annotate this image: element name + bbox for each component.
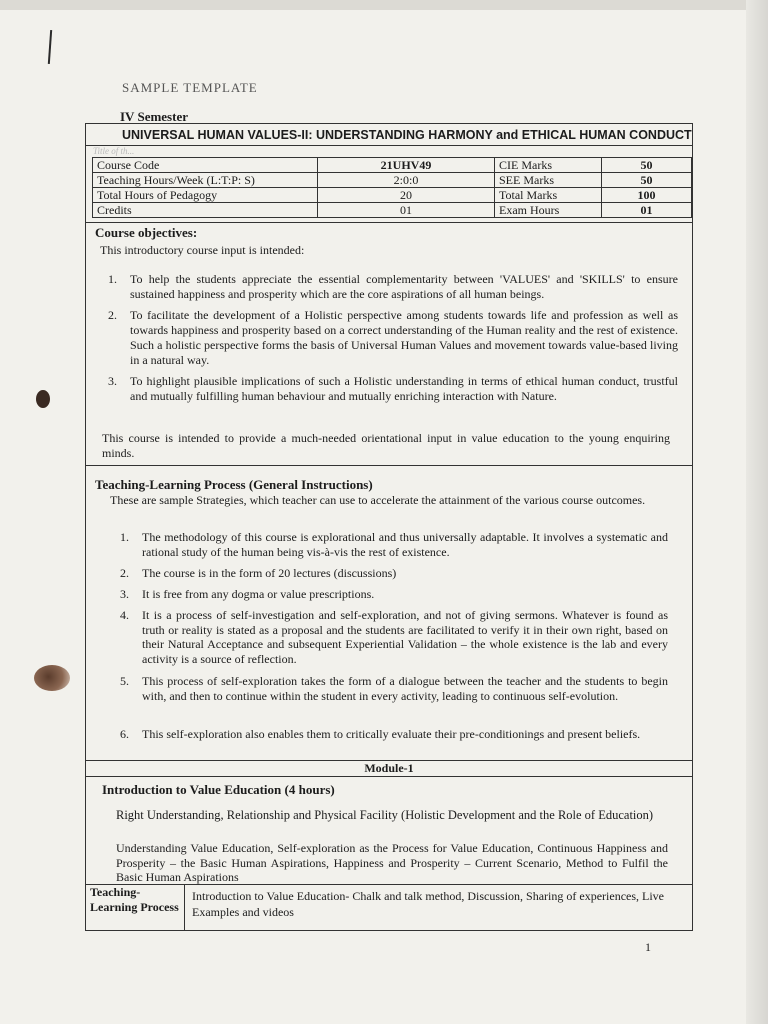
punch-hole (34, 665, 70, 691)
table-row (93, 158, 692, 173)
table-cell: 2:0:0 (318, 173, 495, 188)
table-row (93, 173, 692, 188)
table-cell: Total Hours of Pedagogy (93, 188, 318, 203)
divider (85, 465, 693, 466)
divider (85, 776, 693, 777)
objective-text: To highlight plausible implications of such a Holistic understanding in terms of ethical human conduct, trustful and mutually fulfilling human behaviour and mutually enriching interaction with Nature. (130, 374, 678, 403)
instruction-text: The methodology of this course is explorational and thus universally adaptable. It involves a systematic and rational study of the human being vis-à-vis the rest of existence. (142, 530, 668, 559)
table-cell: Credits (93, 203, 318, 218)
module-intro-heading: Introduction to Value Education (4 hours) (102, 782, 335, 797)
page-number: 1 (645, 940, 651, 954)
teaching-learning-text: Introduction to Value Education- Chalk and talk method, Discussion, Sharing of experiences, Live Examples and videos (192, 889, 665, 919)
teaching-learning-intro: These are sample Strategies, which teacher can use to accelerate the attainment of the various course outcomes. (110, 493, 646, 507)
objective-text: To help the students appreciate the essential complementarity between 'VALUES' and 'SKILLS' to ensure sustained happiness and prosperity which are the core aspirations of all human beings. (130, 272, 678, 301)
divider (85, 145, 693, 146)
punch-hole (36, 390, 50, 408)
scan-top-band (0, 0, 768, 10)
objectives-intro: This introductory course input is intended: (100, 243, 305, 257)
table-cell: 50 (602, 158, 692, 173)
course-title: UNIVERSAL HUMAN VALUES-II: UNDERSTANDING HARMONY and ETHICAL HUMAN CONDUCT (122, 128, 692, 142)
table-cell: CIE Marks (495, 158, 602, 173)
table-cell: Teaching Hours/Week (L:T:P: S) (93, 173, 318, 188)
module-paragraph: Understanding Value Education, Self-exploration as the Process for Value Education, Continuous Happiness and Prosperity – the Basic Human Aspirations, Happiness and Prosperity – Current Scenario, Method to Fulfil the Basic Human Aspirations (116, 841, 668, 884)
instruction-text: It is free from any dogma or value prescriptions. (142, 587, 375, 601)
instruction-text: This self-exploration also enables them to critically evaluate their pre-conditionings and present beliefs. (142, 727, 641, 741)
semester-label: IV Semester (120, 109, 188, 124)
table-cell: 50 (602, 173, 692, 188)
module-title: Module-1 (364, 761, 414, 775)
divider (184, 884, 185, 931)
table-row (93, 188, 692, 203)
table-cell: Course Code (93, 158, 318, 173)
objectives-heading: Course objectives: (95, 225, 198, 240)
table-cell: 100 (602, 188, 692, 203)
sample-template-label: SAMPLE TEMPLATE (122, 80, 258, 95)
teaching-learning-label: Teaching-Learning Process (90, 885, 179, 914)
table-row (93, 203, 692, 218)
table-cell: 01 (602, 203, 692, 218)
table-cell: 21UHV49 (318, 158, 495, 173)
table-cell: 01 (318, 203, 495, 218)
scan-page-edge (746, 0, 768, 1024)
table-cell: 20 (318, 188, 495, 203)
instruction-text: This process of self-exploration takes the form of a dialogue between the teacher and the students to begin with, and then to continue within the student in every activity, leading to continuous self-evolution. (142, 674, 668, 703)
instruction-text: It is a process of self-investigation and self-exploration, and not of giving sermons. Whatever is found as truth or reality is stated as a proposal and the students are facilitated to verify it in their own right, based on their Natural Acceptance and subsequent Experiential Validation – the whole existence is the lab and every activity is a source of reflection. (142, 608, 668, 666)
teaching-learning-heading: Teaching-Learning Process (General Instructions) (95, 477, 373, 492)
table-cell: Total Marks (495, 188, 602, 203)
objective-text: To facilitate the development of a Holistic perspective among students towards life and profession as well as towards happiness and prosperity based on a correct understanding of the Human reality and the rest of existence. Such a holistic perspective forms the basis of Universal Human Values and movement towards value-based living in a natural way. (130, 308, 678, 367)
divider (85, 222, 693, 223)
module-paragraph: Right Understanding, Relationship and Physical Facility (Holistic Development and the Role of Education) (116, 808, 654, 822)
objectives-closing: This course is intended to provide a much-needed orientational input in value education to the young enquiring minds. (102, 431, 670, 460)
title-hint: Title of th... (93, 146, 135, 156)
table-cell: SEE Marks (495, 173, 602, 188)
pen-mark (48, 30, 52, 64)
course-info-table (92, 157, 692, 218)
instruction-text: The course is in the form of 20 lectures (discussions) (142, 566, 397, 580)
table-cell: Exam Hours (495, 203, 602, 218)
